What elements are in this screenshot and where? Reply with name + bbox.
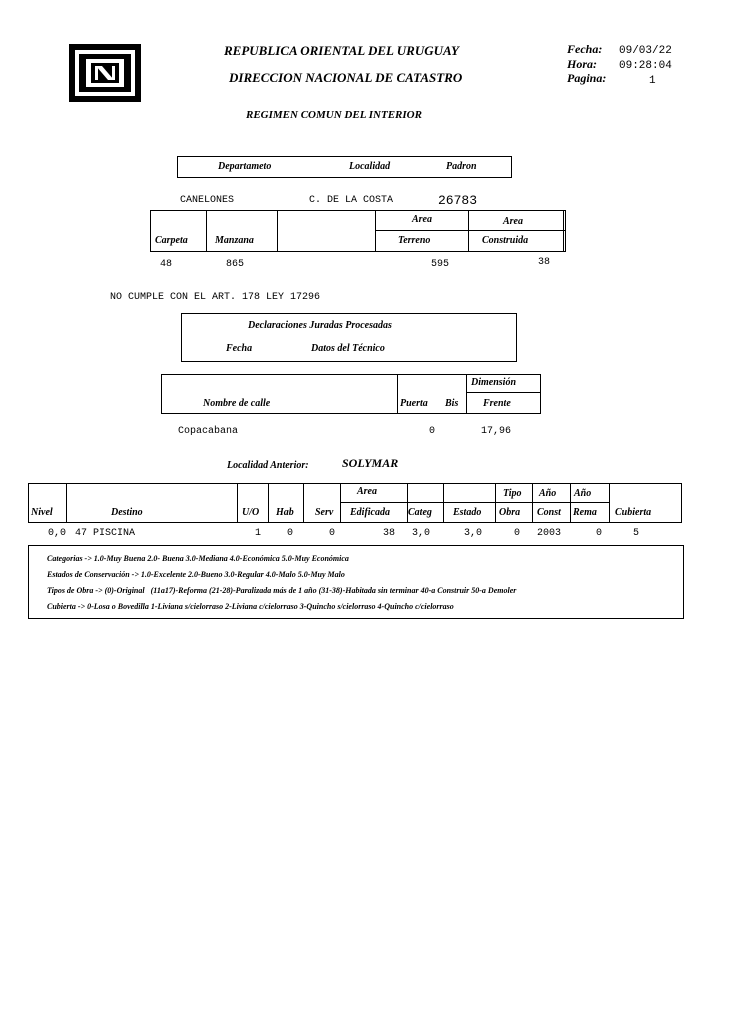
destino-label: Destino (111, 507, 143, 518)
calle-value: Copacabana (178, 426, 239, 437)
row-nivel: 0,0 (48, 528, 67, 539)
frente-value: 17,96 (481, 426, 512, 437)
uo-label: U/O (242, 507, 260, 518)
hora-value: 09:28:04 (619, 60, 672, 72)
row-hab: 0 (287, 528, 294, 539)
pagina-value: 1 (649, 75, 656, 87)
manzana-value: 865 (226, 259, 245, 270)
categ-label: Categ (408, 507, 432, 518)
const-label: Const (537, 507, 561, 518)
localidad-label: Localidad (349, 161, 391, 172)
departamento-label: Departameto (218, 161, 272, 172)
row-obra: 0 (514, 528, 521, 539)
serv-label: Serv (315, 507, 334, 518)
departamento-value: CANELONES (180, 195, 235, 206)
row-categ: 3,0 (412, 528, 431, 539)
pagina-label: Pagina: (567, 71, 607, 85)
carpeta-value: 48 (160, 259, 173, 270)
dimension-label: Dimensión (471, 377, 517, 388)
manzana-label: Manzana (215, 235, 254, 246)
construida-label: Construida (482, 235, 529, 246)
legend-estados: Estados de Conservación -> 1.0-Excelente 2.0-Bueno 3.0-Regular 4.0-Malo 5.0-Muy Malo (47, 570, 345, 579)
declaraciones-title: Declaraciones Juradas Procesadas (248, 320, 392, 331)
row-estado: 3,0 (464, 528, 483, 539)
terreno-label: Terreno (398, 235, 431, 246)
header-regimen: REGIMEN COMUN DEL INTERIOR (246, 109, 422, 121)
row-uo: 1 (255, 528, 262, 539)
row-edificada: 38 (383, 528, 396, 539)
area-label-terreno: Area (412, 214, 432, 225)
hab-label: Hab (276, 507, 294, 518)
edificada-label: Edificada (350, 507, 390, 518)
padron-label: Padron (446, 161, 477, 172)
obra-label: Obra (499, 507, 521, 518)
carpeta-label: Carpeta (155, 235, 188, 246)
anio-const-top-label: Año (539, 488, 557, 499)
localidad-anterior-value: SOLYMAR (342, 456, 399, 470)
header-title-direccion: DIRECCION NACIONAL DE CATASTRO (229, 70, 463, 85)
header-title-republica: REPUBLICA ORIENTAL DEL URUGUAY (224, 43, 459, 58)
area-edificada-top-label: Area (357, 486, 377, 497)
puerta-value: 0 (429, 426, 436, 437)
localidad-value: C. DE LA COSTA (309, 195, 394, 206)
fecha-value: 09/03/22 (619, 45, 672, 57)
localidad-anterior-label: Localidad Anterior: (227, 460, 309, 471)
tipo-label: Tipo (503, 488, 522, 499)
bis-label: Bis (445, 398, 459, 409)
legend-tipos-obra: Tipos de Obra -> (0)-Original (11a17)-Reforma (21-28)-Paralizada más de 1 año (31-38)-Habitada sin terminar 40-a Construir 50-a Demoler (47, 586, 517, 595)
frente-label: Frente (483, 398, 511, 409)
terreno-value: 595 (431, 259, 450, 270)
row-destino: 47 PISCINA (75, 528, 136, 539)
cubierta-label: Cubierta (615, 507, 652, 518)
declaraciones-fecha-label: Fecha (226, 343, 253, 354)
legend-cubierta: Cubierta -> 0-Losa o Bovedilla 1-Liviana s/cielorraso 2-Liviana c/cielorraso 3-Quincho s/cielorraso 4-Quincho c/cielorraso (47, 602, 454, 611)
row-cubierta: 5 (633, 528, 640, 539)
estado-label: Estado (453, 507, 482, 518)
anio-rema-top-label: Año (574, 488, 592, 499)
row-rema: 0 (596, 528, 603, 539)
puerta-label: Puerta (400, 398, 428, 409)
hora-label: Hora: (567, 57, 597, 71)
fecha-label: Fecha: (567, 42, 603, 56)
construida-value: 38 (538, 257, 551, 268)
rema-label: Rema (573, 507, 597, 518)
declaraciones-tecnico-label: Datos del Técnico (311, 343, 385, 354)
row-serv: 0 (329, 528, 336, 539)
padron-value: 26783 (438, 193, 478, 208)
row-const: 2003 (537, 528, 562, 539)
area-label-construida: Area (503, 216, 523, 227)
legal-note: NO CUMPLE CON EL ART. 178 LEY 17296 (110, 292, 321, 303)
nivel-label: Nivel (31, 507, 53, 518)
legend-categorias: Categorias -> 1.0-Muy Buena 2.0- Buena 3.0-Mediana 4.0-Económica 5.0-Muy Económica (47, 554, 349, 563)
nombre-calle-label: Nombre de calle (203, 398, 271, 409)
catastro-logo (69, 44, 141, 102)
